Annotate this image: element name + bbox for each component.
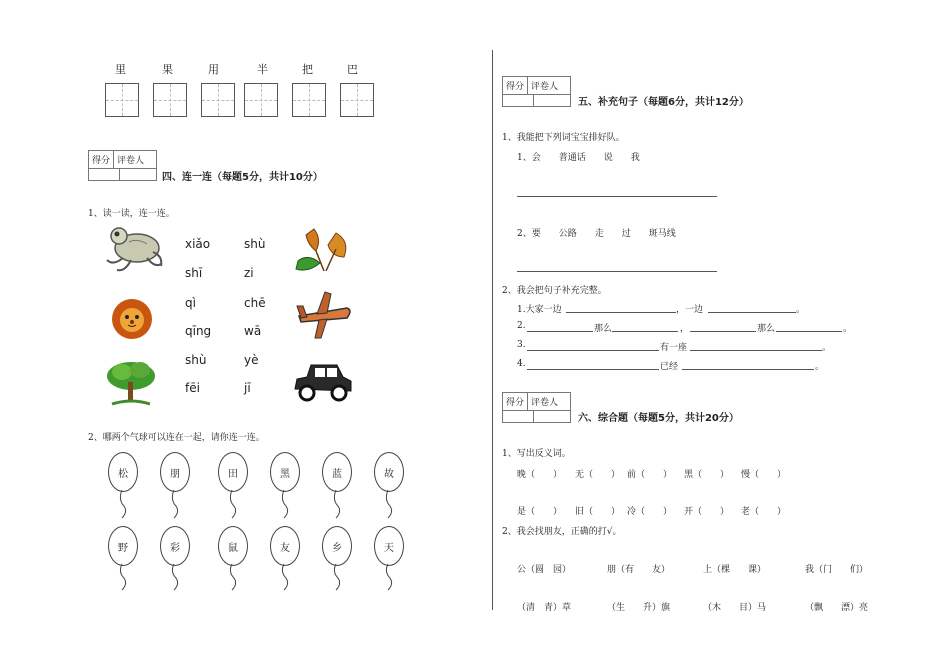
- answer-line-2[interactable]: [517, 271, 717, 272]
- pinyin-right-6: jī: [244, 381, 251, 395]
- balloon-top-5[interactable]: 蓝: [322, 452, 352, 492]
- blank-s2-1[interactable]: [527, 331, 593, 332]
- s2-part-c: ，: [680, 324, 690, 334]
- blank-s2-3[interactable]: [690, 331, 756, 332]
- s1-part-a: 1.大家一边: [517, 305, 562, 315]
- s2-part-b: 那么: [594, 324, 613, 334]
- top-char-6: 巴: [347, 63, 358, 76]
- grader-label: 评卷人: [531, 82, 559, 92]
- s4-part-b: 已经: [660, 362, 679, 372]
- top-char-3: 用: [208, 63, 219, 76]
- section6-title: 六、综合题（每题5分，共计20分）: [578, 413, 739, 424]
- blank-s4-1[interactable]: [527, 369, 659, 370]
- balloon-top-1[interactable]: 松: [108, 452, 138, 492]
- column-divider: [492, 50, 493, 610]
- sec5-q1-1: 1、会 普通话 说 我: [517, 153, 640, 163]
- top-char-2: 果: [162, 63, 173, 76]
- balloon-bottom-3[interactable]: 鼠: [218, 526, 248, 566]
- antonym-1-1[interactable]: 晚（ ）: [517, 470, 563, 480]
- s1-part-b: ，一边: [676, 305, 704, 315]
- sec6-q2: 2、我会找朋友，正确的打√。: [502, 527, 622, 537]
- section5-title: 五、补充句子（每题6分，共计12分）: [578, 97, 749, 108]
- antonym-1-3[interactable]: 前（ ）: [627, 470, 673, 480]
- balloon-strings: [0, 0, 492, 620]
- s2-part-d: 那么: [757, 324, 776, 334]
- pinyin-left-1: xiǎo: [185, 237, 211, 251]
- pinyin-left-2: shī: [185, 266, 203, 280]
- score-label: 得分: [89, 151, 114, 168]
- sec4-q1: 1、读一读，连一连。: [88, 209, 175, 219]
- friend-1-2[interactable]: 朋（有 友）: [607, 565, 671, 575]
- sec5-q2: 2、我会把句子补充完整。: [502, 286, 607, 296]
- score-box-sec5: [502, 76, 571, 107]
- balloon-bottom-5[interactable]: 乡: [322, 526, 352, 566]
- friend-2-4[interactable]: （飘 漂）亮: [805, 603, 869, 613]
- score-label: 得分: [503, 77, 528, 94]
- pinyin-left-6: fēi: [185, 381, 200, 395]
- friend-2-2[interactable]: （生 升）旗: [607, 603, 671, 613]
- top-char-5: 把: [302, 63, 313, 76]
- sec6-q1: 1、写出反义词。: [502, 449, 571, 459]
- balloon-bottom-4[interactable]: 友: [270, 526, 300, 566]
- antonym-2-5[interactable]: 老（ ）: [741, 507, 787, 517]
- balloon-top-4[interactable]: 黑: [270, 452, 300, 492]
- balloon-bottom-6[interactable]: 天: [374, 526, 404, 566]
- balloon-bottom-1[interactable]: 野: [108, 526, 138, 566]
- pinyin-right-1: shù: [244, 237, 266, 251]
- antonym-2-2[interactable]: 旧（ ）: [575, 507, 621, 517]
- answer-line-1[interactable]: [517, 196, 717, 197]
- grader-label: 评卷人: [531, 398, 559, 408]
- pinyin-left-5: shù: [185, 353, 207, 367]
- blank-s3-1[interactable]: [527, 350, 659, 351]
- friend-2-1[interactable]: （清 青）草: [517, 603, 572, 613]
- balloon-top-6[interactable]: 故: [374, 452, 404, 492]
- pinyin-right-4: wā: [244, 324, 262, 338]
- blank-s2-2[interactable]: [612, 331, 678, 332]
- sec5-q1-2: 2、要 公路 走 过 斑马线: [517, 229, 676, 239]
- s2-part-e: 。: [843, 324, 853, 334]
- friend-1-1[interactable]: 公（圆 园）: [517, 565, 572, 575]
- sec4-q2: 2、哪两个气球可以连在一起，请你连一连。: [88, 433, 265, 443]
- pinyin-left-4: qīng: [185, 324, 212, 338]
- balloon-bottom-2[interactable]: 彩: [160, 526, 190, 566]
- blank-s1-1[interactable]: [566, 312, 676, 313]
- blank-s4-2[interactable]: [682, 369, 814, 370]
- pinyin-right-3: chē: [244, 296, 266, 310]
- blank-s3-2[interactable]: [690, 350, 822, 351]
- antonym-1-2[interactable]: 无（ ）: [575, 470, 621, 480]
- friend-1-3[interactable]: 上（棵 课）: [703, 565, 767, 575]
- top-char-1: 里: [115, 63, 126, 76]
- s4-part-a: 4.: [517, 359, 526, 369]
- section4-title: 四、连一连（每题5分，共计10分）: [162, 172, 323, 183]
- s1-part-c: 。: [796, 305, 806, 315]
- s3-part-c: 。: [822, 343, 832, 353]
- pinyin-right-2: zi: [244, 266, 254, 280]
- s3-part-a: 3.: [517, 340, 526, 350]
- blank-s2-4[interactable]: [776, 331, 842, 332]
- s4-part-c: 。: [815, 362, 825, 372]
- balloon-top-3[interactable]: 田: [218, 452, 248, 492]
- friend-2-3[interactable]: （木 目）马: [703, 603, 767, 613]
- antonym-1-4[interactable]: 黑（ ）: [684, 470, 730, 480]
- grader-label: 评卷人: [117, 156, 145, 166]
- top-char-4: 半: [257, 63, 268, 76]
- antonym-2-4[interactable]: 开（ ）: [684, 507, 730, 517]
- antonym-1-5[interactable]: 慢（ ）: [741, 470, 787, 480]
- balloon-top-2[interactable]: 朋: [160, 452, 190, 492]
- score-box-sec6: [502, 392, 571, 423]
- antonym-2-1[interactable]: 是（ ）: [517, 507, 563, 517]
- antonym-2-3[interactable]: 冷（ ）: [627, 507, 673, 517]
- s2-part-a: 2.: [517, 321, 526, 331]
- score-label: 得分: [503, 393, 528, 410]
- pinyin-left-3: qì: [185, 296, 196, 310]
- sec5-q1: 1、我能把下列词宝宝排好队。: [502, 133, 625, 143]
- pinyin-right-5: yè: [244, 353, 259, 367]
- s3-part-b: 有一座: [660, 343, 688, 353]
- blank-s1-2[interactable]: [708, 312, 796, 313]
- friend-1-4[interactable]: 我（门 们）: [805, 565, 869, 575]
